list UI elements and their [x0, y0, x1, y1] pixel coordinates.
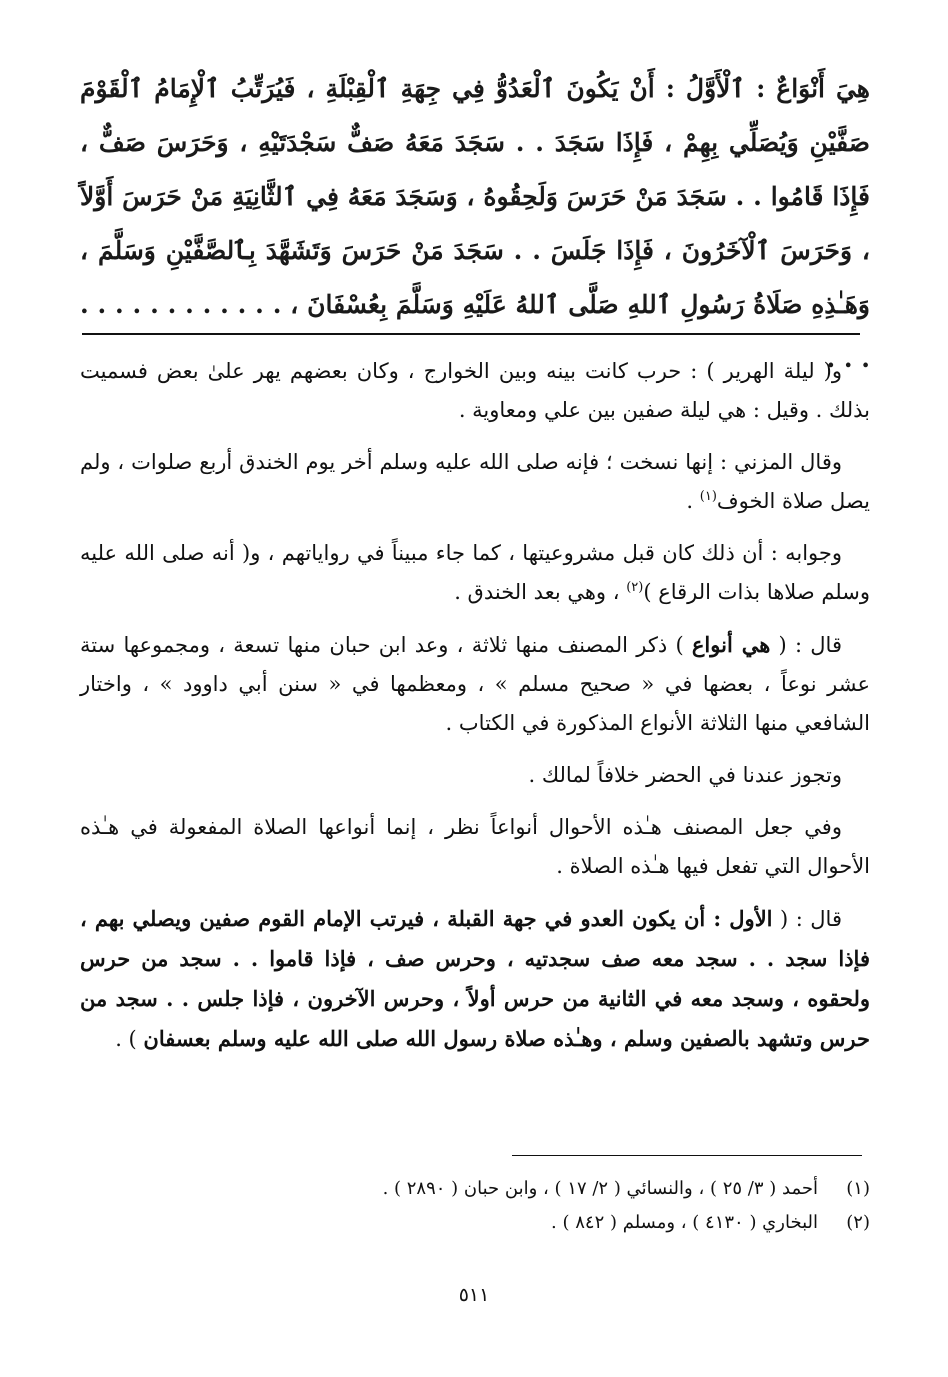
commentary-paragraph-4 [80, 625, 870, 743]
footnote-1 [80, 1172, 870, 1206]
footnote-2 [80, 1206, 870, 1240]
footnote-text: أحمد ( ٣/ ٢٥ ) ، والنسائي ( ٢/ ١٧ ) ، وابن حبان ( ٢٨٩٠ ) . [382, 1178, 818, 1199]
commentary-paragraph-2 [80, 443, 870, 521]
commentary-paragraph-6: وفي جعل المصنف هـٰذه الأحوال أنواعاً نظر ، إنما أنواعها الصلاة المفعولة في هـٰذه الأحوال التي تفعل فيها هـٰذه الصلاة . [80, 815, 870, 878]
commentary [80, 352, 870, 1072]
matn-divider [82, 333, 860, 335]
commentary-paragraph-7 [80, 899, 870, 1059]
paragraph-end: ) . [115, 1027, 144, 1051]
commentary-paragraph-5: وتجوز عندنا في الحضر خلافاً لمالك . [528, 763, 842, 787]
page-number: ٥١١ [458, 1284, 490, 1306]
footnote-divider [512, 1155, 862, 1156]
matn-text: هِيَ أَنْوَاعٌ : ٱلْأَوَّلُ : أَنْ يَكُونَ ٱلْعَدُوُّ فِي جِهَةِ ٱلْقِبْلَةِ ، فَيُرَتِّبُ ٱلْإِمَامُ ٱلْقَوْمَ صَفَّيْنِ وَيُصَلِّي بِهِمْ ، فَإِذَا سَجَدَ . . سَجَدَ مَعَهُ صَفٌّ سَجْدَتَيْهِ ، وَحَرَسَ صَفٌّ ، فَإِذَا قَامُوا . . سَجَدَ مَنْ حَرَسَ وَلَحِقُوهُ ، وَسَجَدَ مَعَهُ فِي ٱلثَّانِيَةِ مَنْ حَرَسَ أَوَّلاً ، وَحَرَسَ ٱلْآخَرُونَ ، فَإِذَا جَلَسَ . . سَجَدَ مَنْ حَرَسَ وَتَشَهَّدَ بِٱلصَّفَّيْنِ وَسَلَّمَ ، وَهَـٰذِهِ صَلَاةُ رَسُولِ ٱللهِ صَلَّى ٱللهُ عَلَيْهِ وَسَلَّمَ بِعُسْفَانَ ، . . . . . . . . . . . . . . . [80, 74, 870, 373]
paragraph-text: وقال المزني : إنها نسخت ؛ فإنه صلى الله عليه وسلم أخر يوم الخندق أربع صلوات ، ولم يصل صلاة الخوف [80, 450, 870, 513]
footnote-ref-2[interactable]: (٢) [626, 580, 644, 595]
paragraph-text: ) ذكر المصنف منها ثلاثة ، وعد ابن حبان منها تسعة ، ومجموعها ستة عشر نوعاً ، بعضها في « صحيح مسلم » ، ومعظمها في « سنن أبي داوود » ، واختار الشافعي منها الثلاثة الأنواع المذكورة في الكتاب . [80, 633, 870, 735]
matn-quote: هي أنواع [691, 632, 771, 657]
paragraph-end: . [686, 489, 700, 513]
footnote-text: البخاري ( ٤١٣٠ ) ، ومسلم ( ٨٤٢ ) . [551, 1212, 818, 1233]
paragraph-text: وجوابه : أن ذلك كان قبل مشروعيتها ، كما جاء مبيناً في رواياتهم ، و( أنه صلى الله عليه وسلم صلاها بذات الرقاع ) [80, 541, 870, 604]
matn-quote: الأول : أن يكون العدو في جهة القبلة ، فيرتب الإمام القوم صفين ويصلي بهم ، فإذا سجد . . سجد معه صف سجدتيه ، وحرس صف ، فإذا قاموا . . سجد من حرس ولحقوه ، وسجد معه في الثانية من حرس أولاً ، وحرس الآخرون ، فإذا جلس . . سجد من حرس وتشهد بالصفين وسلم ، وهـٰذه صلاة رسول الله صلى الله عليه وسلم بعسفان [80, 906, 870, 1051]
footnote-number: (٢) [846, 1212, 870, 1233]
commentary-paragraph-1: و( ليلة الهرير ) : حرب كانت بينه وبين الخوارج ، وكان بعضهم يهر علىٰ بعض فسميت بذلك . وقيل : هي ليلة صفين بين علي ومعاوية . [80, 359, 870, 422]
quote-open: قال : ( [770, 633, 842, 657]
footnote-number: (١) [846, 1178, 870, 1199]
quote-open: قال : ( [772, 907, 842, 931]
footnotes [80, 1172, 870, 1240]
commentary-paragraph-3 [80, 534, 870, 612]
paragraph-end: ، وهي بعد الخندق . [454, 580, 627, 604]
footnote-ref-1[interactable]: (١) [699, 489, 717, 504]
